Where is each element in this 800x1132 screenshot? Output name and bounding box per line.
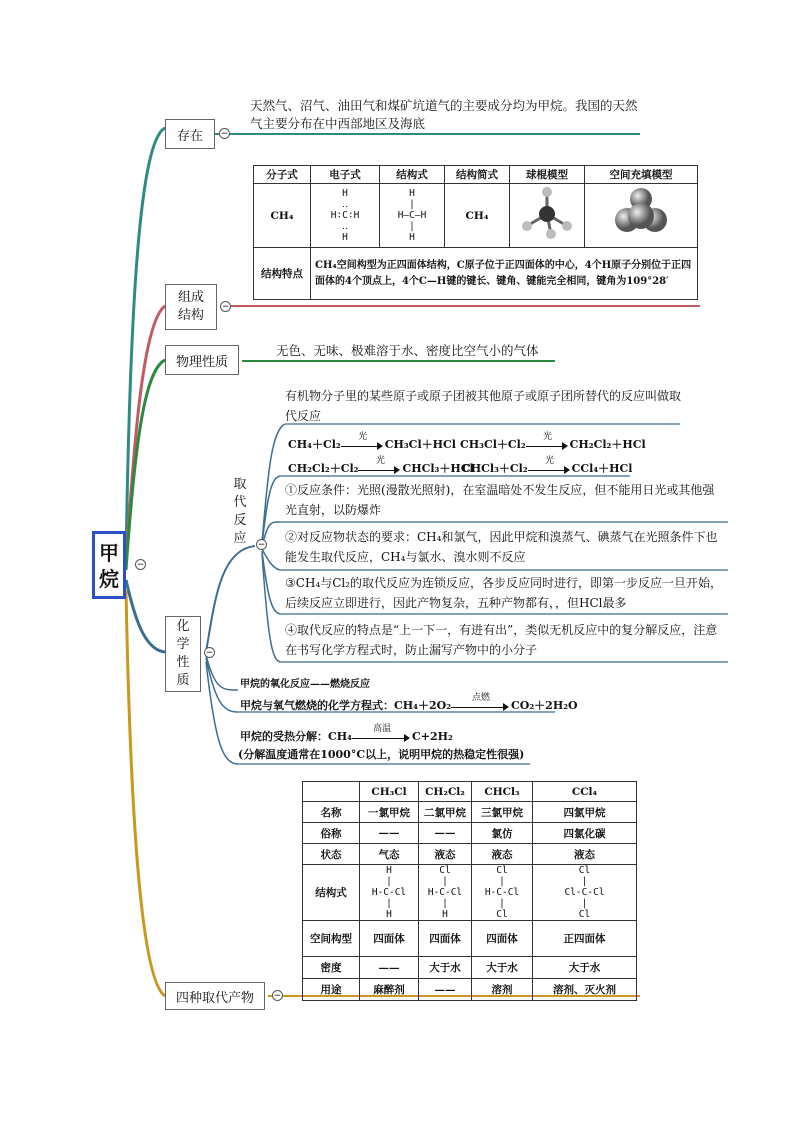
substitution-note-3: ③CH₄与Cl₂的取代反应为连锁反应，各步反应同时进行，即第一步反应一旦开始，后续反应立即进行，因此产物复杂，五种产物都有，，但HCl最多 <box>285 576 723 610</box>
structure-header: 结构式 <box>380 166 445 184</box>
substitution-label-char: 应 <box>233 531 247 546</box>
decomposition-right: C+2H₂ <box>411 730 453 743</box>
products-cell: 氯仿 <box>472 823 533 844</box>
substitution-note-2: ②对反应物状态的要求：CH₄和氯气，因此甲烷和溴蒸气、碘蒸气在光照条件下也能发生取代反应，CH₄与氯水、溴水则不反应 <box>285 530 718 564</box>
space-filling-model <box>585 184 698 248</box>
products-row-label: 俗称 <box>303 823 360 844</box>
products-cell: 四面体 <box>472 921 533 957</box>
products-row-label: 结构式 <box>303 865 360 921</box>
decomposition-equation <box>240 724 453 744</box>
substitution-definition: 有机物分子里的某些原子或原子团被其他原子或原子团所替代的反应叫做取代反应 <box>285 389 682 423</box>
structure-feature-label: 结构特点 <box>254 248 311 300</box>
products-cell: 液态 <box>533 844 637 865</box>
light-arrow: 光 <box>526 439 570 451</box>
products-cell: 大于水 <box>472 957 533 979</box>
equation-2-right: CH₂Cl₂＋HCl <box>569 438 646 451</box>
equation-1-right: CH₃Cl＋HCl <box>384 438 456 451</box>
decomposition-note: (分解温度通常在1000°C以上，说明甲烷的热稳定性很强) <box>238 748 525 761</box>
existence-text: 天然气、沼气、油田气和煤矿坑道气的主要成分均为甲烷。我国的天然气主要分布在中西部地区及海底 <box>250 98 638 131</box>
substitution-label-char: 代 <box>233 495 247 510</box>
products-cell: —— <box>419 979 472 1001</box>
products-cell: 四面体 <box>419 921 472 957</box>
light-arrow: 光 <box>528 463 572 475</box>
oxidation-left: CH₄＋2O₂ <box>394 699 452 712</box>
products-cell: 溶剂 <box>472 979 533 1001</box>
ball-stick-model <box>510 184 585 248</box>
substitution-note-4: ④取代反应的特点是“上一下一，有进有出”，类似无机反应中的复分解反应，注意在书写化学方程式时，防止漏写产物中的小分子 <box>285 623 718 657</box>
products-row-label: 空间构型 <box>303 921 360 957</box>
decomposition-label: 甲烷的受热分解： <box>240 730 328 743</box>
equation-4 <box>462 456 633 476</box>
structure-header: 球棍模型 <box>510 166 585 184</box>
products-column-header: CCl₄ <box>533 782 637 802</box>
products-collapse-toggle[interactable]: − <box>273 991 282 1001</box>
products-cell: 液态 <box>419 844 472 865</box>
root-collapse-toggle[interactable]: − <box>136 560 145 570</box>
structure-ch3cl: H | H-C-Cl | H <box>360 865 419 921</box>
products-table <box>302 781 637 1001</box>
composition-collapse-toggle[interactable]: − <box>221 302 230 312</box>
branch-chemical[interactable] <box>165 616 201 692</box>
composition-label-2: 结构 <box>177 308 204 323</box>
root-node[interactable] <box>92 531 126 599</box>
equation-4-left: CHCl₃＋Cl₂ <box>462 462 528 475</box>
chemical-label-1: 化 <box>176 619 190 634</box>
structure-header: 分子式 <box>254 166 311 184</box>
products-row-label: 状态 <box>303 844 360 865</box>
equation-3-left: CH₂Cl₂＋Cl₂ <box>288 462 359 475</box>
oxidation-title: 甲烷的氧化反应——燃烧反应 <box>240 679 370 690</box>
chemical-label-3: 性 <box>176 655 190 670</box>
products-cell: 四氯化碳 <box>533 823 637 844</box>
structure-table <box>253 165 698 300</box>
structure-ch2cl2: Cl | H-C-Cl | H <box>419 865 472 921</box>
products-column-header: CHCl₃ <box>472 782 533 802</box>
structure-header: 结构简式 <box>445 166 510 184</box>
structure-feature-text: CH₄空间构型为正四面体结构，C原子位于正四面体的中心，4个H原子分别位于正四面体的4个顶点上，4个C—H键的键长、键角、键能完全相同，键角为109°28′ <box>311 248 698 300</box>
products-cell: —— <box>360 957 419 979</box>
products-cell: 气态 <box>360 844 419 865</box>
substitution-note-1: ①反应条件：光照(漫散光照射)，在室温暗处不发生反应，但不能用日光或其他强光直射，以防爆炸 <box>285 483 715 517</box>
space-filling-model-icon <box>611 186 671 242</box>
products-row-label: 名称 <box>303 802 360 823</box>
substitution-label-char: 反 <box>233 513 247 528</box>
products-cell: 溶剂、灭火剂 <box>533 979 637 1001</box>
products-column-header: CH₃Cl <box>360 782 419 802</box>
products-cell: 四氯甲烷 <box>533 802 637 823</box>
equation-2 <box>460 432 646 452</box>
products-cell: —— <box>419 823 472 844</box>
simple-formula: CH₄ <box>445 184 510 248</box>
chemical-collapse-toggle[interactable]: − <box>205 648 214 658</box>
equation-1 <box>288 432 456 452</box>
equation-4-right: CCl₄＋HCl <box>571 462 633 475</box>
equation-3 <box>288 456 474 476</box>
equation-1-left: CH₄＋Cl₂ <box>288 438 341 451</box>
products-cell: 一氯甲烷 <box>360 802 419 823</box>
products-cell: 大于水 <box>419 957 472 979</box>
structure-header: 电子式 <box>311 166 380 184</box>
structure-header: 空间充填模型 <box>585 166 698 184</box>
branch-existence[interactable]: 存在 <box>165 119 215 149</box>
oxidation-equation-label: 甲烷与氧气燃烧的化学方程式： <box>240 699 394 712</box>
products-column-header: CH₂Cl₂ <box>419 782 472 802</box>
structure-ccl4: Cl | Cl-C-Cl | Cl <box>533 865 637 921</box>
composition-label-1: 组成 <box>177 290 204 305</box>
structure-chcl3: Cl | H-C-Cl | Cl <box>472 865 533 921</box>
light-arrow: 光 <box>358 463 402 475</box>
root-label-2: 烷 <box>99 567 119 591</box>
electron-formula: H ‥ H∶C∶H ‥ H <box>311 184 380 248</box>
ignite-arrow: 点燃 <box>451 700 511 712</box>
chemical-label-2: 学 <box>176 637 190 652</box>
branch-composition[interactable] <box>165 284 217 330</box>
chemical-label-4: 质 <box>176 673 190 688</box>
products-cell: 麻醉剂 <box>360 979 419 1001</box>
decomposition-left: CH₄ <box>328 730 352 743</box>
physical-text: 无色、无味、极难溶于水、密度比空气小的气体 <box>276 343 539 358</box>
oxidation-right: CO₂＋2H₂O <box>511 699 578 712</box>
equation-3-right: CHCl₃＋HCl <box>402 462 474 475</box>
heat-arrow: 高温 <box>352 731 412 743</box>
light-arrow: 光 <box>341 439 385 451</box>
root-label-1: 甲 <box>99 541 119 565</box>
ball-stick-model-icon <box>517 186 577 242</box>
branch-products[interactable]: 四种取代产物 <box>165 982 265 1010</box>
products-row-label: 用途 <box>303 979 360 1001</box>
products-cell: 液态 <box>472 844 533 865</box>
substitution-label[interactable] <box>232 476 248 548</box>
substitution-collapse-toggle[interactable]: − <box>257 540 266 550</box>
substitution-label-char: 取 <box>233 477 247 492</box>
structural-formula: H | H—C—H | H <box>380 184 445 248</box>
products-cell: —— <box>360 823 419 844</box>
products-cell: 四面体 <box>360 921 419 957</box>
branch-physical[interactable]: 物理性质 <box>165 345 239 375</box>
oxidation-equation <box>240 693 578 713</box>
products-cell: 二氯甲烷 <box>419 802 472 823</box>
products-cell: 大于水 <box>533 957 637 979</box>
existence-collapse-toggle[interactable]: − <box>220 129 229 139</box>
products-cell: 正四面体 <box>533 921 637 957</box>
products-row-label: 密度 <box>303 957 360 979</box>
products-cell: 三氯甲烷 <box>472 802 533 823</box>
equation-2-left: CH₃Cl＋Cl₂ <box>460 438 526 451</box>
molecular-formula: CH₄ <box>254 184 311 248</box>
